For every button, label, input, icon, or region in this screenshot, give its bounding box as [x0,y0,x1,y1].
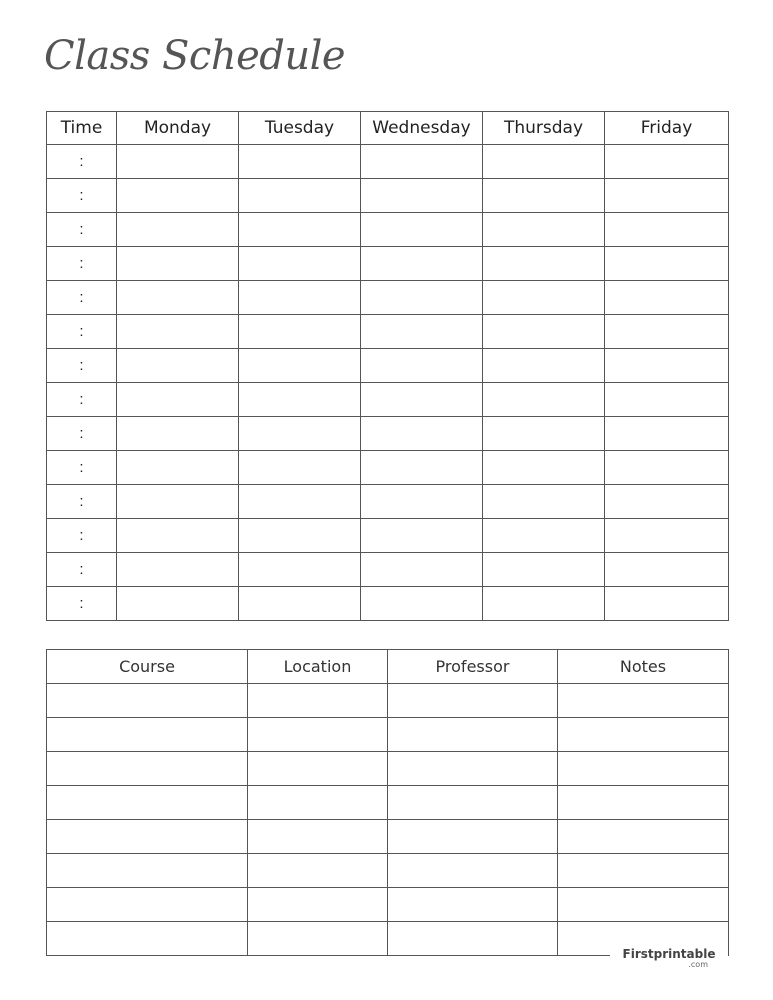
course-entry-cell[interactable] [388,684,558,718]
course-row [47,854,729,888]
class-slot-cell[interactable] [239,519,361,553]
course-entry-cell[interactable] [47,922,248,956]
class-slot-cell[interactable] [483,247,605,281]
class-slot-cell[interactable] [361,315,483,349]
header-thursday: Thursday [483,112,605,145]
course-entry-cell[interactable] [388,922,558,956]
brand-tld: .com [688,960,708,969]
class-slot-cell[interactable] [605,179,729,213]
course-entry-cell[interactable] [248,854,388,888]
schedule-row [47,213,729,247]
course-entry-cell[interactable] [388,854,558,888]
class-slot-cell[interactable] [605,281,729,315]
course-entry-cell[interactable] [248,718,388,752]
class-slot-cell[interactable] [361,417,483,451]
class-slot-cell[interactable] [361,349,483,383]
header-course: Course [47,650,248,684]
course-entry-cell[interactable] [47,888,248,922]
course-entry-cell[interactable] [558,854,729,888]
class-slot-cell[interactable] [605,349,729,383]
weekly-schedule-table [46,111,729,621]
course-entry-cell[interactable] [388,752,558,786]
course-entry-cell[interactable] [47,854,248,888]
class-slot-cell[interactable] [605,553,729,587]
course-entry-cell[interactable] [558,718,729,752]
schedule-header-row [47,112,729,145]
class-slot-cell[interactable] [239,145,361,179]
class-slot-cell[interactable] [361,213,483,247]
class-slot-cell[interactable] [483,315,605,349]
time-cell[interactable]: : [47,179,117,213]
course-entry-cell[interactable] [47,718,248,752]
class-slot-cell[interactable] [239,383,361,417]
class-slot-cell[interactable] [605,519,729,553]
course-details-table [46,649,729,956]
header-location: Location [248,650,388,684]
course-row [47,718,729,752]
header-professor: Professor [388,650,558,684]
courses-header-row [47,650,729,684]
class-slot-cell[interactable] [361,451,483,485]
time-cell[interactable]: : [47,315,117,349]
page-title: Class Schedule [44,33,346,79]
schedule-row [47,383,729,417]
class-slot-cell[interactable] [605,247,729,281]
schedule-row [47,179,729,213]
time-cell[interactable]: : [47,519,117,553]
time-cell[interactable]: : [47,145,117,179]
course-entry-cell[interactable] [558,786,729,820]
class-slot-cell[interactable] [361,383,483,417]
class-slot-cell[interactable] [239,315,361,349]
header-tuesday: Tuesday [239,112,361,145]
class-slot-cell[interactable] [605,451,729,485]
class-slot-cell[interactable] [117,383,239,417]
class-slot-cell[interactable] [605,587,729,621]
time-cell[interactable]: : [47,553,117,587]
course-entry-cell[interactable] [558,752,729,786]
class-slot-cell[interactable] [239,213,361,247]
header-notes: Notes [558,650,729,684]
class-slot-cell[interactable] [483,587,605,621]
class-slot-cell[interactable] [483,553,605,587]
class-slot-cell[interactable] [361,281,483,315]
time-cell[interactable]: : [47,485,117,519]
time-cell[interactable]: : [47,349,117,383]
class-slot-cell[interactable] [117,247,239,281]
class-slot-cell[interactable] [483,145,605,179]
header-time: Time [47,112,117,145]
class-slot-cell[interactable] [117,553,239,587]
class-slot-cell[interactable] [239,451,361,485]
class-slot-cell[interactable] [239,485,361,519]
class-slot-cell[interactable] [239,281,361,315]
schedule-row [47,553,729,587]
class-slot-cell[interactable] [483,383,605,417]
class-slot-cell[interactable] [483,213,605,247]
time-cell[interactable]: : [47,417,117,451]
class-slot-cell[interactable] [483,519,605,553]
course-entry-cell[interactable] [47,786,248,820]
course-row [47,786,729,820]
class-slot-cell[interactable] [117,315,239,349]
class-slot-cell[interactable] [117,179,239,213]
class-slot-cell[interactable] [605,485,729,519]
time-cell[interactable]: : [47,247,117,281]
course-entry-cell[interactable] [248,786,388,820]
class-slot-cell[interactable] [483,281,605,315]
class-slot-cell[interactable] [361,587,483,621]
course-entry-cell[interactable] [558,820,729,854]
course-entry-cell[interactable] [248,752,388,786]
course-row [47,684,729,718]
class-slot-cell[interactable] [483,451,605,485]
course-entry-cell[interactable] [558,684,729,718]
course-entry-cell[interactable] [47,684,248,718]
time-cell[interactable]: : [47,587,117,621]
class-slot-cell[interactable] [239,349,361,383]
course-entry-cell[interactable] [388,820,558,854]
course-entry-cell[interactable] [388,888,558,922]
class-slot-cell[interactable] [483,417,605,451]
class-slot-cell[interactable] [483,179,605,213]
course-row [47,820,729,854]
course-entry-cell[interactable] [248,888,388,922]
class-slot-cell[interactable] [361,145,483,179]
course-row [47,752,729,786]
class-slot-cell[interactable] [605,145,729,179]
schedule-row [47,485,729,519]
class-slot-cell[interactable] [361,179,483,213]
brand-logo [610,948,728,969]
class-slot-cell[interactable] [117,213,239,247]
class-slot-cell[interactable] [239,179,361,213]
time-cell[interactable]: : [47,383,117,417]
class-slot-cell[interactable] [117,349,239,383]
class-slot-cell[interactable] [605,383,729,417]
class-slot-cell[interactable] [117,145,239,179]
header-monday: Monday [117,112,239,145]
schedule-row [47,417,729,451]
header-friday: Friday [605,112,729,145]
class-slot-cell[interactable] [361,519,483,553]
class-slot-cell[interactable] [361,485,483,519]
class-slot-cell[interactable] [483,349,605,383]
course-entry-cell[interactable] [248,922,388,956]
schedule-row [47,587,729,621]
class-slot-cell[interactable] [117,519,239,553]
class-slot-cell[interactable] [239,417,361,451]
class-slot-cell[interactable] [361,553,483,587]
class-slot-cell[interactable] [605,213,729,247]
schedule-row [47,247,729,281]
course-row [47,888,729,922]
schedule-row [47,349,729,383]
schedule-row [47,451,729,485]
course-entry-cell[interactable] [558,888,729,922]
class-slot-cell[interactable] [605,315,729,349]
course-entry-cell[interactable] [47,752,248,786]
course-entry-cell[interactable] [47,820,248,854]
schedule-row [47,519,729,553]
course-entry-cell[interactable] [248,820,388,854]
class-slot-cell[interactable] [605,417,729,451]
course-entry-cell[interactable] [388,786,558,820]
schedule-row [47,315,729,349]
class-slot-cell[interactable] [239,587,361,621]
time-cell[interactable]: : [47,213,117,247]
class-slot-cell[interactable] [117,417,239,451]
class-slot-cell[interactable] [239,247,361,281]
time-cell[interactable]: : [47,451,117,485]
class-slot-cell[interactable] [361,247,483,281]
class-slot-cell[interactable] [117,485,239,519]
course-entry-cell[interactable] [248,684,388,718]
class-slot-cell[interactable] [117,451,239,485]
class-slot-cell[interactable] [483,485,605,519]
schedule-row [47,145,729,179]
class-slot-cell[interactable] [239,553,361,587]
brand-name: Firstprintable [622,947,716,961]
header-wednesday: Wednesday [361,112,483,145]
class-slot-cell[interactable] [117,587,239,621]
schedule-row [47,281,729,315]
class-slot-cell[interactable] [117,281,239,315]
course-entry-cell[interactable] [388,718,558,752]
time-cell[interactable]: : [47,281,117,315]
